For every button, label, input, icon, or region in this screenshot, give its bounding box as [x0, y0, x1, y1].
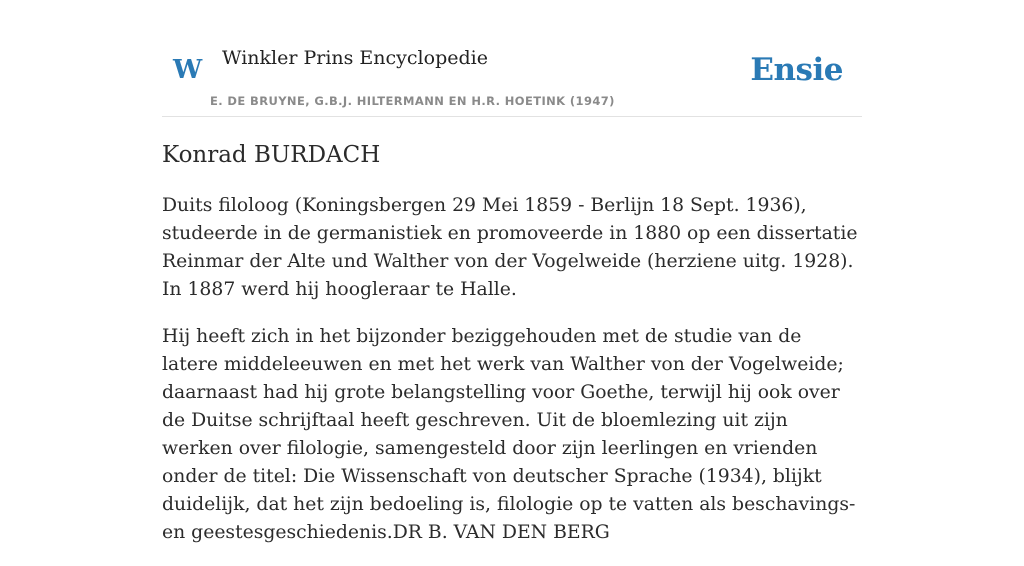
article-title: Konrad BURDACH: [162, 142, 381, 168]
source-logo[interactable]: W: [173, 55, 203, 85]
source-title[interactable]: Winkler Prins Encyclopedie: [222, 47, 488, 69]
article-paragraph: Duits filoloog (Koningsbergen 29 Mei 1859 - Berlijn 18 Sept. 1936), studeerde in de germanistiek en promoveerde in 1880 op een dissertatie Reinmar der Alte und Walther von der Vogelweide (herziene uitg. 1928). In 1887 werd hij hoogleraar te Halle.: [162, 195, 858, 300]
article-paragraph: Hij heeft zich in het bijzonder beziggehouden met de studie van de latere middeleeuwen en met het werk van Walther von der Vogelweide; daarnaast had hij grote belangstelling voor Goethe, terwijl hij ook over de Duitse schrijftaal heeft geschreven. Uit de bloemlezing uit zijn werken over filologie, samengesteld door zijn leerlingen en vrienden onder de titel: Die Wissenschaft von deutscher Sprache (1934), blijkt duidelijk, dat het zijn bedoeling is, filologie op te vatten als beschavings- en geestesgeschiedenis.DR B. VAN DEN BERG: [162, 326, 856, 543]
source-header: [162, 0, 862, 117]
article-body: [162, 192, 862, 566]
brand-logo[interactable]: Ensie: [750, 52, 843, 88]
source-authors: E. DE BRUYNE, G.B.J. HILTERMANN EN H.R. HOETINK (1947): [210, 94, 615, 108]
